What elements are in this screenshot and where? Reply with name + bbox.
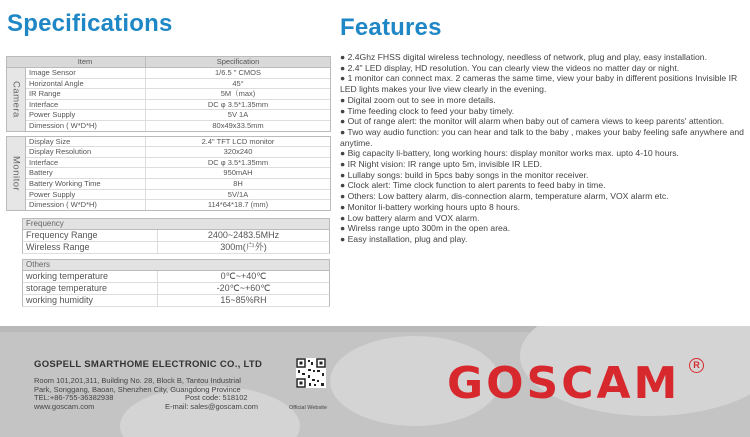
- feature-item: ● Clock alert: Time clock function to alert parents to feed baby in time.: [340, 180, 606, 191]
- website[interactable]: www.goscam.com: [34, 402, 95, 411]
- table-row: [26, 100, 330, 111]
- table-row: [26, 158, 330, 169]
- table-row: [26, 147, 330, 158]
- camera-side-label: Camera: [7, 68, 26, 131]
- row-value: 45°: [232, 78, 244, 88]
- row-label: Display Resolution: [26, 147, 146, 157]
- others-block: [22, 259, 330, 307]
- address-line-2: Park, Songgang, Baoan, Shenzhen City, Guangdong Province: [34, 384, 241, 394]
- table-row: [22, 230, 330, 242]
- table-row: [22, 295, 330, 307]
- qr-code-icon: [296, 358, 326, 388]
- row-value: 300m(户外): [220, 242, 267, 252]
- row-label: Interface: [26, 158, 146, 168]
- table-row: [26, 68, 330, 79]
- feature-item: ● Monitor li-battery working hours upto 8 hours.: [340, 201, 521, 212]
- row-label: Interface: [26, 100, 146, 110]
- table-row: [26, 89, 330, 100]
- feature-item: ● Wirelss range upto 300m in the open area.: [340, 223, 510, 234]
- features-title: Features: [340, 14, 442, 41]
- table-row: [26, 137, 330, 148]
- table-row: [26, 110, 330, 121]
- header-item: Item: [25, 57, 146, 67]
- post-code: Post code: 518102: [185, 393, 248, 402]
- table-row: [22, 271, 330, 283]
- feature-item: ● Big capacity li-battery, long working hours: display monitor works max. upto 4-10 hours.: [340, 148, 679, 159]
- row-label: Frequency Range: [23, 230, 158, 241]
- row-label: Power Supply: [26, 190, 146, 200]
- feature-item: ● Low battery alarm and VOX alarm.: [340, 212, 480, 223]
- feature-item: ● Others: Low battery alarm, dis-connection alarm, temperature alarm, VOX alarm etc.: [340, 191, 669, 202]
- row-label: storage temperature: [23, 283, 158, 294]
- table-row: [26, 179, 330, 190]
- row-value: 114*64*18.7 (mm): [207, 200, 269, 210]
- row-value: 15~85%RH: [220, 295, 267, 305]
- table-row: [26, 190, 330, 201]
- row-label: Dimession ( W*D*H): [26, 200, 146, 210]
- row-value: 5M（max): [220, 89, 256, 99]
- table-row: [26, 168, 330, 179]
- row-value: 0℃~+40℃: [220, 271, 267, 281]
- table-row: [26, 121, 330, 131]
- feature-item: ● 2.4Ghz FHSS digital wireless technology, needless of network, plug and play, easy installation.: [340, 52, 707, 62]
- feature-item: ● Two way audio function: you can hear and talk to the baby , makes your baby feeling safe anywhere and anytime.: [340, 126, 744, 148]
- table-row: [22, 283, 330, 295]
- row-value: DC φ 3.5*1.35mm: [207, 157, 269, 167]
- feature-item: ● 1 monitor can connect max. 2 cameras the same time, view your baby in different positions Invisible IR LED lights makes your live view clearly in the evening.: [340, 73, 738, 95]
- row-label: working humidity: [23, 295, 158, 306]
- row-value: 2.4" TFT LCD monitor: [201, 136, 275, 146]
- row-label: Battery Working Time: [26, 179, 146, 189]
- row-value: 8H: [233, 178, 243, 188]
- row-label: Image Sensor: [26, 68, 146, 78]
- row-label: IR Range: [26, 89, 146, 99]
- feature-item: ● 2.4" LED display, HD resolution. You can clearly view the videos no matter day or night.: [340, 62, 680, 73]
- feature-item: ● IR Night vision: IR range upto 5m, invisible IR LED.: [340, 159, 542, 170]
- row-label: Display Size: [26, 137, 146, 147]
- footer: [0, 326, 750, 437]
- row-value: 320x240: [223, 147, 253, 157]
- features-list: [340, 52, 745, 245]
- row-value: 950mAH: [223, 168, 253, 178]
- frequency-block: [22, 218, 330, 254]
- row-value: DC φ 3.5*1.35mm: [207, 99, 269, 109]
- camera-group: [6, 68, 331, 132]
- table-header: [6, 56, 331, 68]
- monitor-rows: [26, 137, 330, 210]
- row-label: Wireless Range: [23, 242, 158, 253]
- frequency-heading: Frequency: [22, 218, 330, 230]
- feature-item: ● Out of range alert: the monitor will alarm when baby out of camera views to keep parents' attention.: [340, 116, 725, 127]
- row-value: 1/6.5 " CMOS: [214, 68, 261, 77]
- table-row: [26, 200, 330, 210]
- spec-table: [6, 56, 331, 211]
- row-value: 80x49x33.5mm: [212, 120, 264, 130]
- row-label: Battery: [26, 168, 146, 178]
- feature-item: ● Easy installation, plug and play.: [340, 233, 468, 244]
- specifications-title: Specifications: [7, 10, 173, 37]
- company-name: GOSPELL SMARTHOME ELECTRONIC CO., LTD: [34, 359, 263, 370]
- table-row: [22, 242, 330, 254]
- qr-caption: Official Website: [289, 405, 328, 411]
- row-label: working temperature: [23, 271, 158, 282]
- monitor-group: [6, 136, 331, 211]
- telephone: TEL:+86-755-36382938: [34, 393, 114, 402]
- feature-item: ● Time feeding clock to feed your baby timely.: [340, 105, 515, 116]
- monitor-side-label: Monitor: [7, 137, 26, 210]
- row-value: 2400~2483.5MHz: [207, 230, 280, 240]
- camera-rows: [26, 68, 330, 131]
- header-spec: Specification: [216, 57, 260, 66]
- registered-mark-icon: R: [689, 358, 704, 373]
- goscam-logo: GOSCAM: [447, 358, 681, 409]
- address-line-1: Room 101,201,311, Building No. 28, Block B, Tantou Industrial: [34, 376, 241, 385]
- feature-item: ● Lullaby songs: build in 5pcs baby songs in the monitor receiver.: [340, 169, 589, 180]
- email[interactable]: E-mail: sales@goscam.com: [165, 402, 259, 411]
- row-label: Power Supply: [26, 110, 146, 120]
- row-label: Horizontal Angle: [26, 79, 146, 89]
- feature-item: ● Digital zoom out to see in more details.: [340, 94, 496, 105]
- row-value: -20℃~+60℃: [216, 283, 271, 293]
- row-label: Dimession ( W*D*H): [26, 121, 146, 131]
- row-value: 5V/1A: [227, 189, 249, 199]
- others-heading: Others: [22, 259, 330, 271]
- table-row: [26, 79, 330, 90]
- row-value: 5V 1A: [227, 110, 249, 120]
